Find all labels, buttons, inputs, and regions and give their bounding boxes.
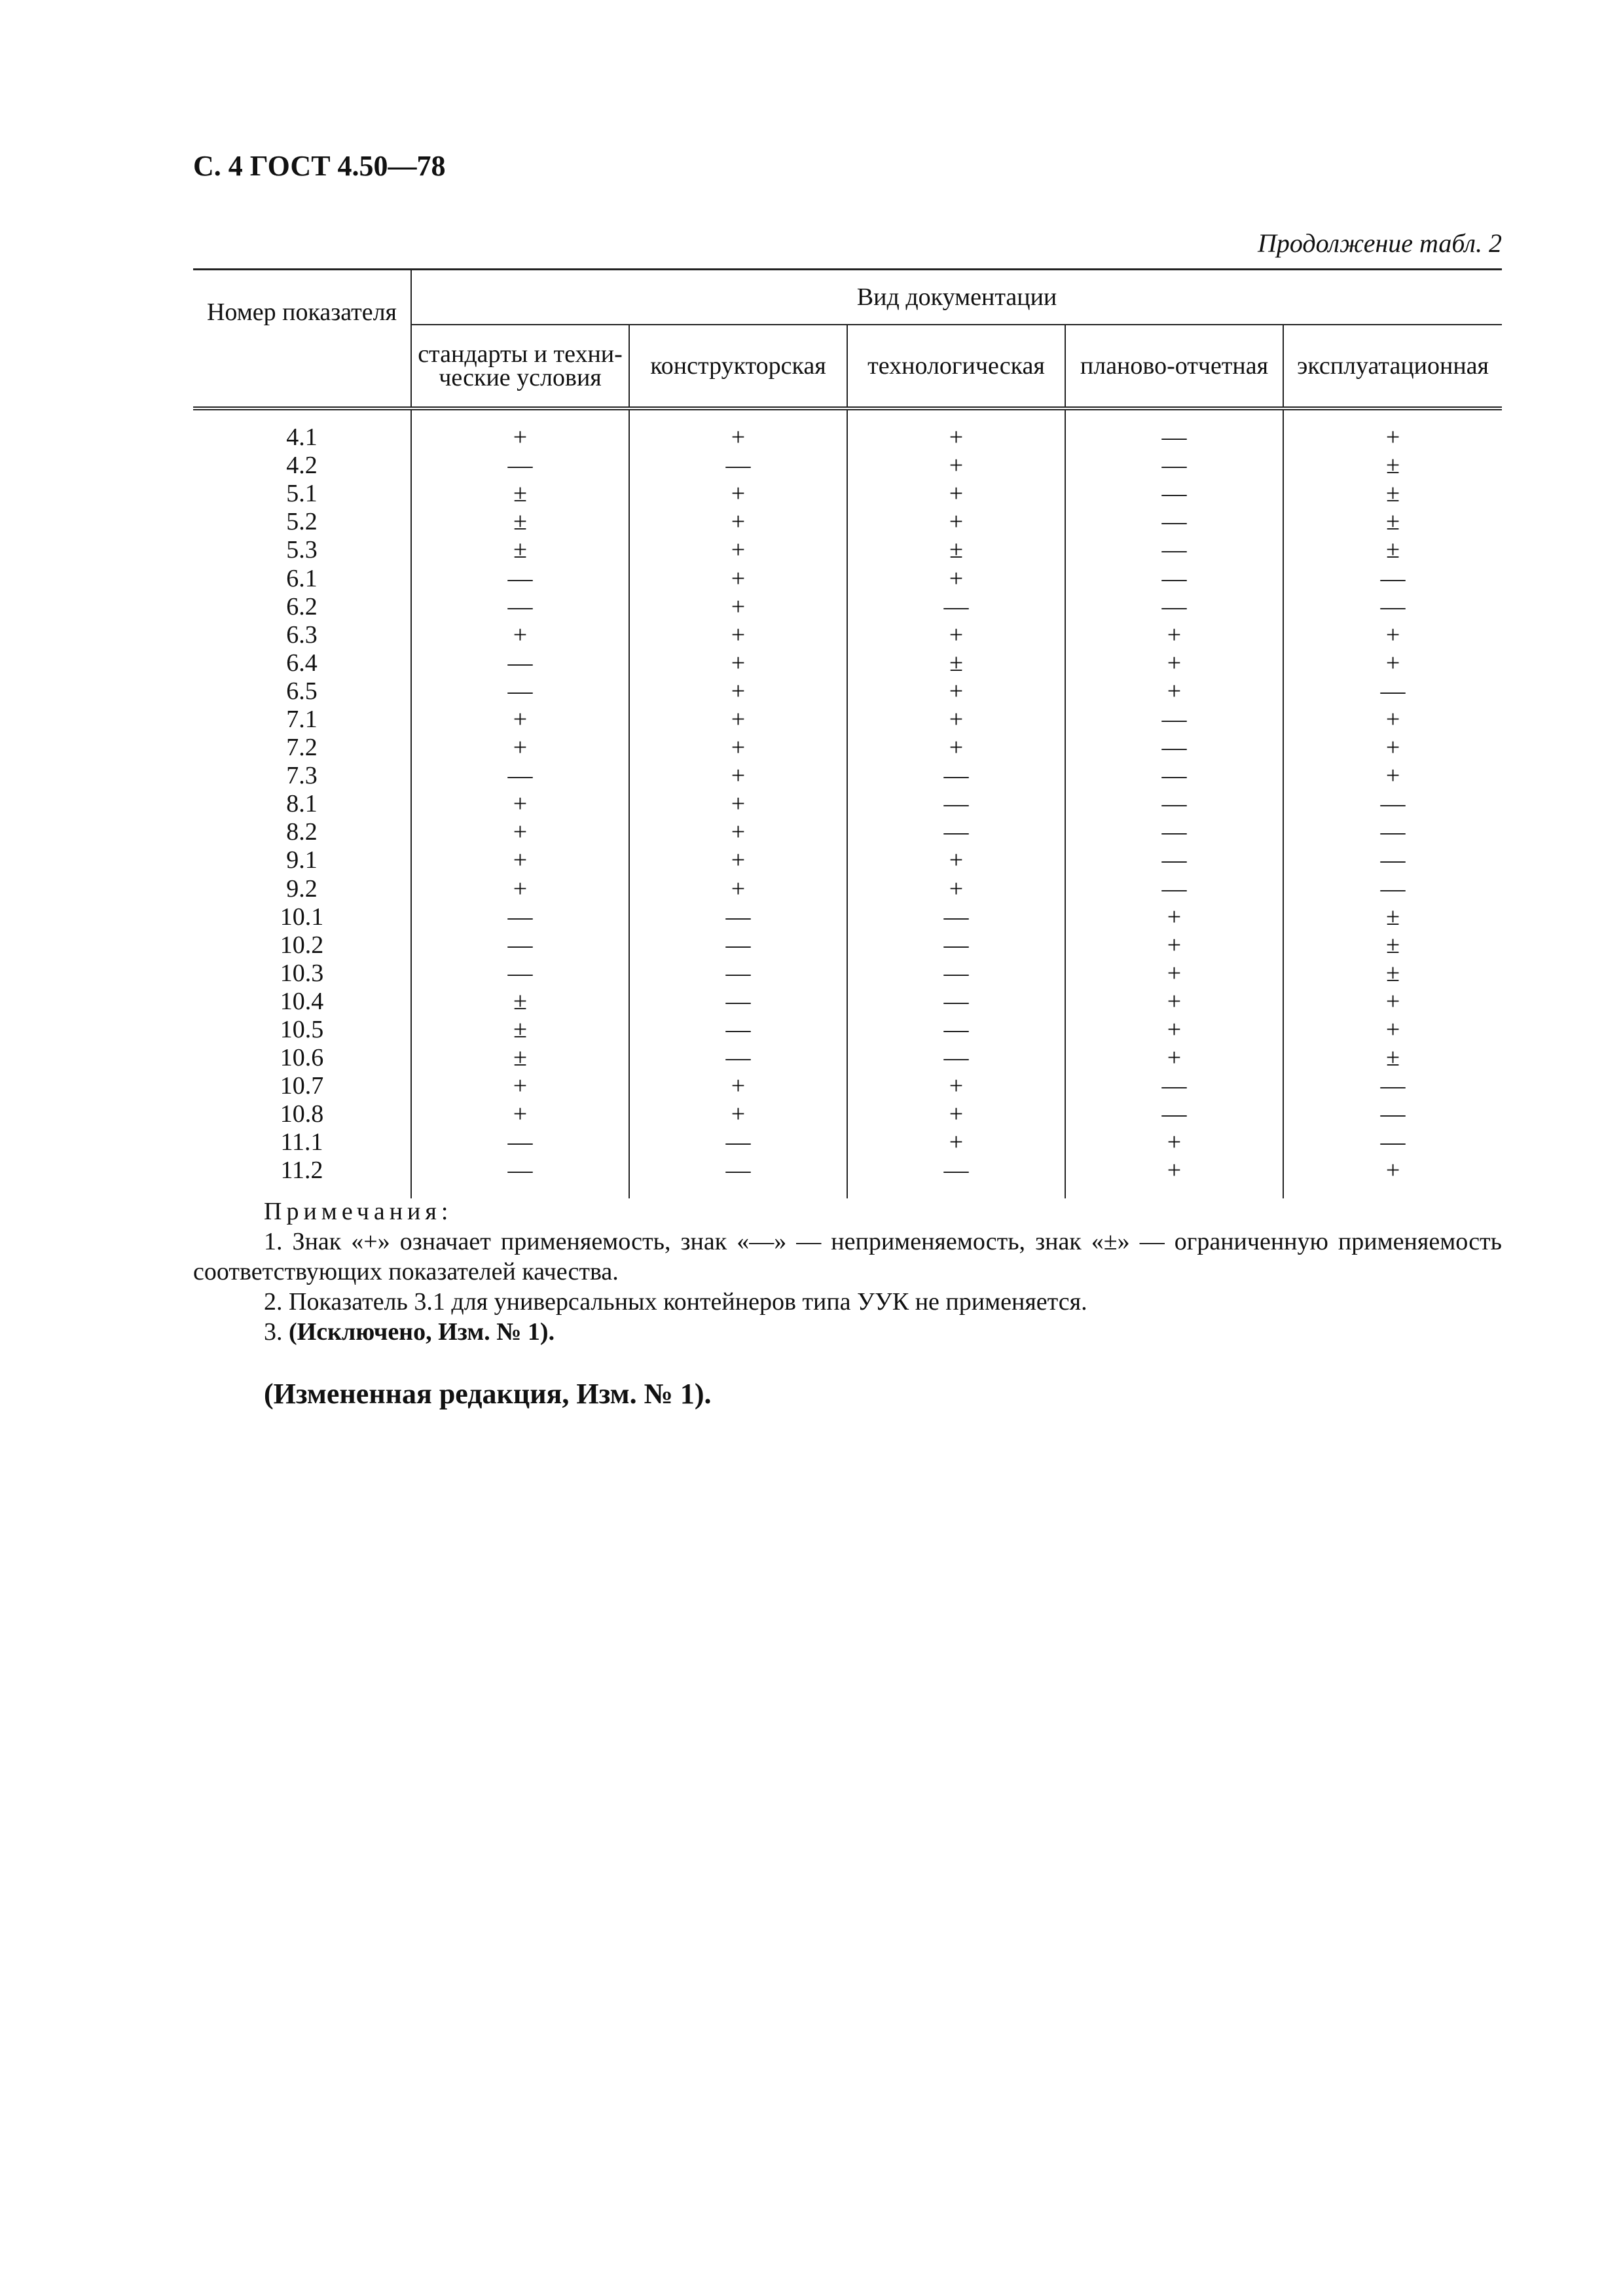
applicability-cell: ± <box>411 536 629 564</box>
applicability-cell: — <box>1380 1100 1406 1128</box>
applicability-cell: — <box>411 762 629 790</box>
table-row <box>193 452 1502 480</box>
table-row <box>193 988 1502 1016</box>
applicability-cell: + <box>411 621 629 649</box>
applicability-cell: ± <box>411 480 629 508</box>
applicability-cell: — <box>1065 536 1283 564</box>
table-row <box>193 762 1502 790</box>
applicability-cell: — <box>629 452 847 480</box>
table-row <box>193 564 1502 592</box>
applicability-cell: — <box>629 1044 847 1072</box>
applicability-cell: + <box>629 480 847 508</box>
applicability-cell: — <box>1065 790 1283 818</box>
applicability-cell: — <box>1380 564 1406 592</box>
table-row <box>193 621 1502 649</box>
applicability-cell: — <box>847 960 1065 988</box>
applicability-cell: + <box>1065 903 1283 931</box>
applicability-cell: — <box>1065 706 1283 734</box>
applicability-cell: + <box>847 846 1065 874</box>
applicability-cell: — <box>847 1016 1065 1044</box>
applicability-cell: — <box>411 960 629 988</box>
note-item <box>193 1317 1502 1347</box>
indicator-number-cell: 5.1 <box>193 480 411 508</box>
applicability-cell: — <box>847 903 1065 931</box>
applicability-cell: + <box>847 408 1065 452</box>
indicator-number-cell: 10.4 <box>193 988 411 1016</box>
table-row <box>193 1157 1502 1198</box>
applicability-cell: ± <box>847 649 1065 677</box>
table-row <box>193 649 1502 677</box>
indicator-number-cell: 7.1 <box>193 706 411 734</box>
applicability-cell: + <box>1065 1128 1283 1157</box>
applicability-cell: + <box>1385 987 1400 1015</box>
applicability-cell: + <box>1065 1044 1283 1072</box>
applicability-cell: + <box>847 1128 1065 1157</box>
applicability-cell: + <box>629 1072 847 1100</box>
applicability-cell: + <box>847 1072 1065 1100</box>
applicability-cell: — <box>847 790 1065 818</box>
applicability-cell: + <box>629 508 847 536</box>
applicability-cell: + <box>629 818 847 846</box>
indicator-number-cell: 10.6 <box>193 1044 411 1072</box>
applicability-cell: ± <box>1386 452 1400 480</box>
applicability-cell: + <box>847 508 1065 536</box>
indicator-number-cell: 4.1 <box>193 408 411 452</box>
applicability-cell: + <box>1385 620 1400 649</box>
applicability-cell: + <box>847 564 1065 592</box>
applicability-cell: ± <box>1386 1044 1400 1072</box>
indicator-number-cell: 10.7 <box>193 1072 411 1100</box>
table-row <box>193 480 1502 508</box>
applicability-cell: ± <box>1386 536 1400 564</box>
applicability-cell: + <box>411 408 629 452</box>
applicability-cell: + <box>847 621 1065 649</box>
applicability-cell: — <box>1065 508 1283 536</box>
indicator-number-cell: 5.2 <box>193 508 411 536</box>
applicability-cell: — <box>411 931 629 960</box>
applicability-cell: + <box>411 818 629 846</box>
table-row <box>193 508 1502 536</box>
applicability-cell: + <box>1385 423 1400 452</box>
note-number: 3. <box>264 1318 283 1346</box>
applicability-cell: + <box>1385 1016 1400 1044</box>
applicability-cell: — <box>1065 1072 1283 1100</box>
applicability-cell: + <box>411 846 629 874</box>
documentation-table <box>193 268 1502 1198</box>
applicability-cell: — <box>847 931 1065 960</box>
table-row <box>193 790 1502 818</box>
indicator-number-cell: 6.4 <box>193 649 411 677</box>
table-row <box>193 903 1502 931</box>
column-header: технологическая <box>847 325 1065 408</box>
applicability-cell: + <box>629 846 847 874</box>
applicability-cell: ± <box>1386 508 1400 536</box>
applicability-cell: + <box>1385 649 1400 677</box>
table-row <box>193 734 1502 762</box>
table-row <box>193 706 1502 734</box>
table-row <box>193 846 1502 874</box>
note-text: (Исключено, Изм. № 1). <box>289 1318 555 1346</box>
applicability-cell: + <box>629 1100 847 1128</box>
indicator-number-cell: 6.1 <box>193 564 411 592</box>
applicability-cell: — <box>629 960 847 988</box>
indicator-number-cell: 6.3 <box>193 621 411 649</box>
applicability-cell: + <box>1065 677 1283 706</box>
applicability-cell: + <box>1385 1157 1400 1185</box>
applicability-cell: + <box>1065 931 1283 960</box>
note-item: 2. Показатель 3.1 для универсальных контейнеров типа УУК не применяется. <box>264 1288 1087 1316</box>
applicability-cell: — <box>629 903 847 931</box>
table-continuation-label: Продолжение табл. 2 <box>1257 228 1502 258</box>
indicator-number-cell: 9.1 <box>193 846 411 874</box>
applicability-cell: — <box>847 818 1065 846</box>
indicator-number-cell: 8.2 <box>193 818 411 846</box>
applicability-cell: + <box>411 734 629 762</box>
table-row <box>193 1072 1502 1100</box>
revision-note: (Измененная редакция, Изм. № 1). <box>264 1378 712 1410</box>
applicability-cell: — <box>629 931 847 960</box>
applicability-cell: — <box>847 762 1065 790</box>
applicability-cell: — <box>1380 818 1406 846</box>
applicability-cell: + <box>1065 649 1283 677</box>
applicability-cell: + <box>1065 1016 1283 1044</box>
applicability-cell: — <box>1065 593 1283 621</box>
table-row <box>193 677 1502 706</box>
applicability-cell: + <box>629 621 847 649</box>
table-row <box>193 536 1502 564</box>
applicability-cell: — <box>1065 734 1283 762</box>
applicability-cell: + <box>411 1072 629 1100</box>
applicability-cell: ± <box>1386 480 1400 508</box>
table-row <box>193 875 1502 903</box>
applicability-cell: + <box>1385 762 1400 790</box>
table-row <box>193 593 1502 621</box>
notes-section <box>193 1196 1502 1347</box>
applicability-cell: — <box>411 1157 629 1198</box>
page-header: С. 4 ГОСТ 4.50—78 <box>193 150 446 182</box>
applicability-cell: + <box>1385 705 1400 733</box>
applicability-cell: ± <box>1386 931 1400 959</box>
applicability-cell: — <box>411 649 629 677</box>
applicability-cell: + <box>411 1100 629 1128</box>
indicator-number-cell: 9.2 <box>193 875 411 903</box>
applicability-cell: ± <box>411 508 629 536</box>
applicability-cell: ± <box>411 1016 629 1044</box>
applicability-cell: — <box>411 903 629 931</box>
applicability-cell: ± <box>411 988 629 1016</box>
applicability-cell: + <box>629 875 847 903</box>
applicability-cell: — <box>847 1157 1065 1198</box>
applicability-cell: + <box>629 706 847 734</box>
applicability-cell: — <box>847 593 1065 621</box>
indicator-number-cell: 11.2 <box>193 1157 411 1198</box>
column-group-header: Вид документации <box>411 270 1502 325</box>
indicator-number-cell: 11.1 <box>193 1128 411 1157</box>
table-row <box>193 1044 1502 1072</box>
applicability-cell: — <box>411 1128 629 1157</box>
applicability-cell: — <box>411 452 629 480</box>
applicability-cell: — <box>1065 408 1283 452</box>
applicability-cell: — <box>1065 875 1283 903</box>
applicability-cell: — <box>1065 480 1283 508</box>
applicability-cell: — <box>1065 1100 1283 1128</box>
indicator-number-cell: 6.2 <box>193 593 411 621</box>
applicability-cell: — <box>629 988 847 1016</box>
applicability-cell: — <box>1380 846 1406 874</box>
applicability-cell: — <box>629 1016 847 1044</box>
applicability-cell: + <box>629 564 847 592</box>
applicability-cell: — <box>1065 564 1283 592</box>
applicability-cell: — <box>1380 677 1406 705</box>
applicability-cell: — <box>1380 790 1406 818</box>
note-item: 1. Знак «+» означает применяемость, знак «—» — неприменяемость, знак «±» — ограниченную применяемость соответствующих показателей качества. <box>193 1228 1502 1285</box>
applicability-cell: + <box>411 706 629 734</box>
indicator-number-cell: 10.8 <box>193 1100 411 1128</box>
applicability-cell: + <box>847 1100 1065 1128</box>
applicability-cell: — <box>411 564 629 592</box>
applicability-cell: + <box>847 706 1065 734</box>
applicability-cell: + <box>1065 960 1283 988</box>
applicability-cell: + <box>847 677 1065 706</box>
indicator-number-cell: 5.3 <box>193 536 411 564</box>
applicability-cell: — <box>1065 762 1283 790</box>
applicability-cell: — <box>1380 874 1406 903</box>
applicability-cell: — <box>1380 1072 1406 1100</box>
applicability-cell: + <box>629 649 847 677</box>
indicator-number-cell: 7.3 <box>193 762 411 790</box>
applicability-cell: + <box>629 593 847 621</box>
applicability-cell: + <box>1065 1157 1283 1198</box>
applicability-cell: — <box>1380 1128 1406 1157</box>
applicability-cell: ± <box>847 536 1065 564</box>
indicator-number-cell: 4.2 <box>193 452 411 480</box>
column-header: планово-отчетная <box>1065 325 1283 408</box>
applicability-cell: + <box>1065 621 1283 649</box>
applicability-cell: + <box>629 790 847 818</box>
applicability-cell: ± <box>411 1044 629 1072</box>
table-row <box>193 818 1502 846</box>
applicability-cell: — <box>411 677 629 706</box>
indicator-number-cell: 10.3 <box>193 960 411 988</box>
column-header: эксплуатационная <box>1283 325 1502 408</box>
applicability-cell: + <box>629 536 847 564</box>
applicability-cell: — <box>1065 452 1283 480</box>
indicator-number-cell: 10.1 <box>193 903 411 931</box>
table-row <box>193 408 1502 452</box>
applicability-cell: — <box>629 1157 847 1198</box>
applicability-cell: + <box>411 790 629 818</box>
column-header: стандарты и техни- ческие условия <box>411 325 629 408</box>
notes-title: Примечания: <box>264 1198 453 1225</box>
table-row <box>193 931 1502 960</box>
column-header: конструкторская <box>629 325 847 408</box>
applicability-cell: + <box>1065 988 1283 1016</box>
applicability-cell: + <box>847 452 1065 480</box>
table-row <box>193 1100 1502 1128</box>
applicability-cell: + <box>411 875 629 903</box>
column-header-indicator-number: Номер показателя <box>193 270 411 409</box>
applicability-cell: + <box>629 408 847 452</box>
applicability-cell: — <box>847 1044 1065 1072</box>
indicator-number-cell: 6.5 <box>193 677 411 706</box>
applicability-cell: ± <box>1386 903 1400 931</box>
applicability-cell: — <box>1065 818 1283 846</box>
applicability-cell: — <box>411 593 629 621</box>
applicability-cell: + <box>847 480 1065 508</box>
table-row <box>193 1128 1502 1157</box>
indicator-number-cell: 10.5 <box>193 1016 411 1044</box>
applicability-cell: ± <box>1386 959 1400 987</box>
applicability-cell: + <box>1385 734 1400 762</box>
applicability-cell: + <box>629 734 847 762</box>
applicability-cell: — <box>629 1128 847 1157</box>
table-row <box>193 960 1502 988</box>
indicator-number-cell: 10.2 <box>193 931 411 960</box>
indicator-number-cell: 7.2 <box>193 734 411 762</box>
applicability-cell: — <box>1065 846 1283 874</box>
applicability-cell: — <box>1380 592 1406 620</box>
applicability-cell: — <box>847 988 1065 1016</box>
applicability-cell: + <box>629 762 847 790</box>
indicator-number-cell: 8.1 <box>193 790 411 818</box>
applicability-cell: + <box>629 677 847 706</box>
applicability-cell: + <box>847 875 1065 903</box>
table-row <box>193 1016 1502 1044</box>
applicability-cell: + <box>847 734 1065 762</box>
